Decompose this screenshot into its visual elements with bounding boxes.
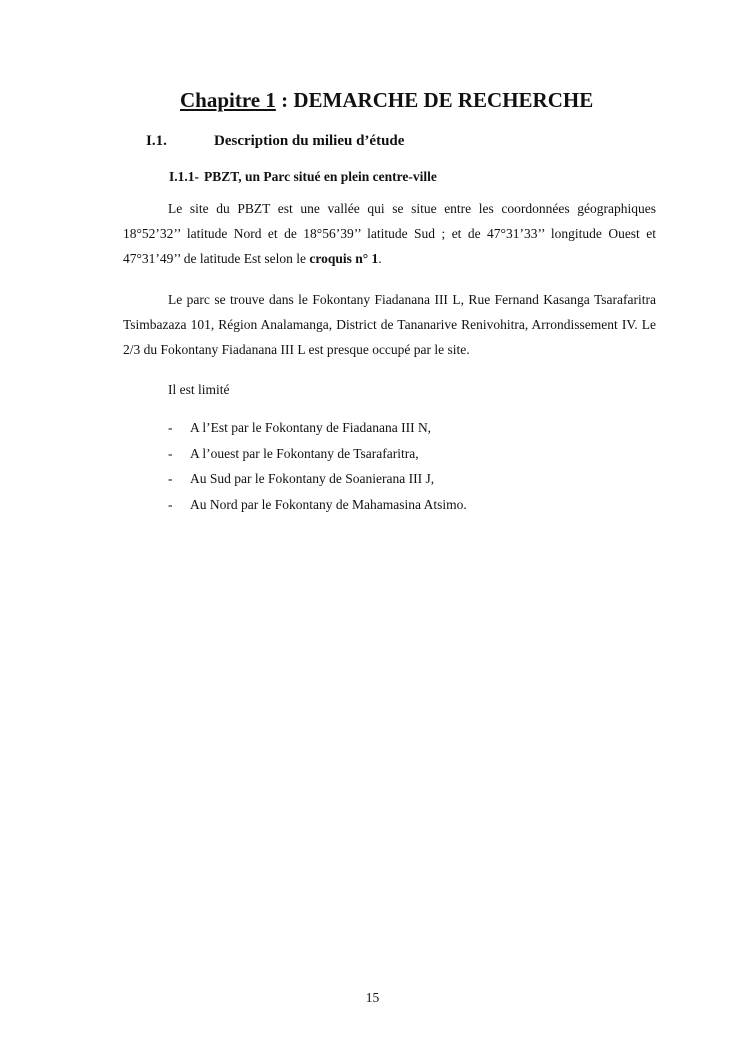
section-heading <box>146 133 404 150</box>
list-item <box>168 466 467 492</box>
section-title: Description du milieu d’étude <box>214 133 405 149</box>
list-dash: - <box>168 445 173 461</box>
page-number: 15 <box>365 990 380 1005</box>
list-item <box>168 492 467 518</box>
paragraph-coordinates-end: . <box>378 251 382 266</box>
chapter-title <box>180 88 640 113</box>
list-dash: - <box>168 420 173 435</box>
chapter-label: Chapitre 1 <box>180 88 276 112</box>
list-item-text: A l’ouest par le Fokontany de Tsarafaritra, <box>190 445 419 461</box>
paragraph-coordinates-text: Le site du PBZT est une vallée qui se situe entre les coordonnées géographiques 18°52’32’’ latitude Nord et de 18°56’39’’ latitude Sud ; et de 47°31’33’’ longitude Ouest et 47°31’49’’ de latitude Est selon le <box>123 201 656 266</box>
list-item-text: Au Sud par le Fokontany de Soanierana III J, <box>190 471 435 486</box>
section-number: I.1. <box>146 133 167 149</box>
paragraph-limits-intro: Il est limité <box>168 382 230 397</box>
paragraph-location: Le parc se trouve dans le Fokontany Fiadanana III L, Rue Fernand Kasanga Tsarafaritra Tsimbazaza 101, Région Analamanga, District de Tananarive Renivohitra, Arrondissement IV. Le 2/3 du Fokontany Fiadanana III L est presque occupé par le site. <box>123 292 656 357</box>
subsection-title: PBZT, un Parc situé en plein centre-ville <box>204 169 437 184</box>
list-dash: - <box>168 496 173 512</box>
subsection-number: I.1.1- <box>169 169 199 184</box>
list-item <box>168 415 467 441</box>
list-dash: - <box>168 471 173 486</box>
paragraph-coordinates <box>123 196 656 271</box>
chapter-title-text: : DEMARCHE DE RECHERCHE <box>275 88 594 112</box>
list-item <box>168 441 467 467</box>
limits-list <box>168 415 467 517</box>
list-item-text: A l’Est par le Fokontany de Fiadanana III N, <box>190 420 432 435</box>
croquis-reference: croquis n° 1 <box>309 251 379 266</box>
list-item-text: Au Nord par le Fokontany de Mahamasina Atsimo. <box>190 496 467 512</box>
subsection-heading <box>169 169 437 185</box>
